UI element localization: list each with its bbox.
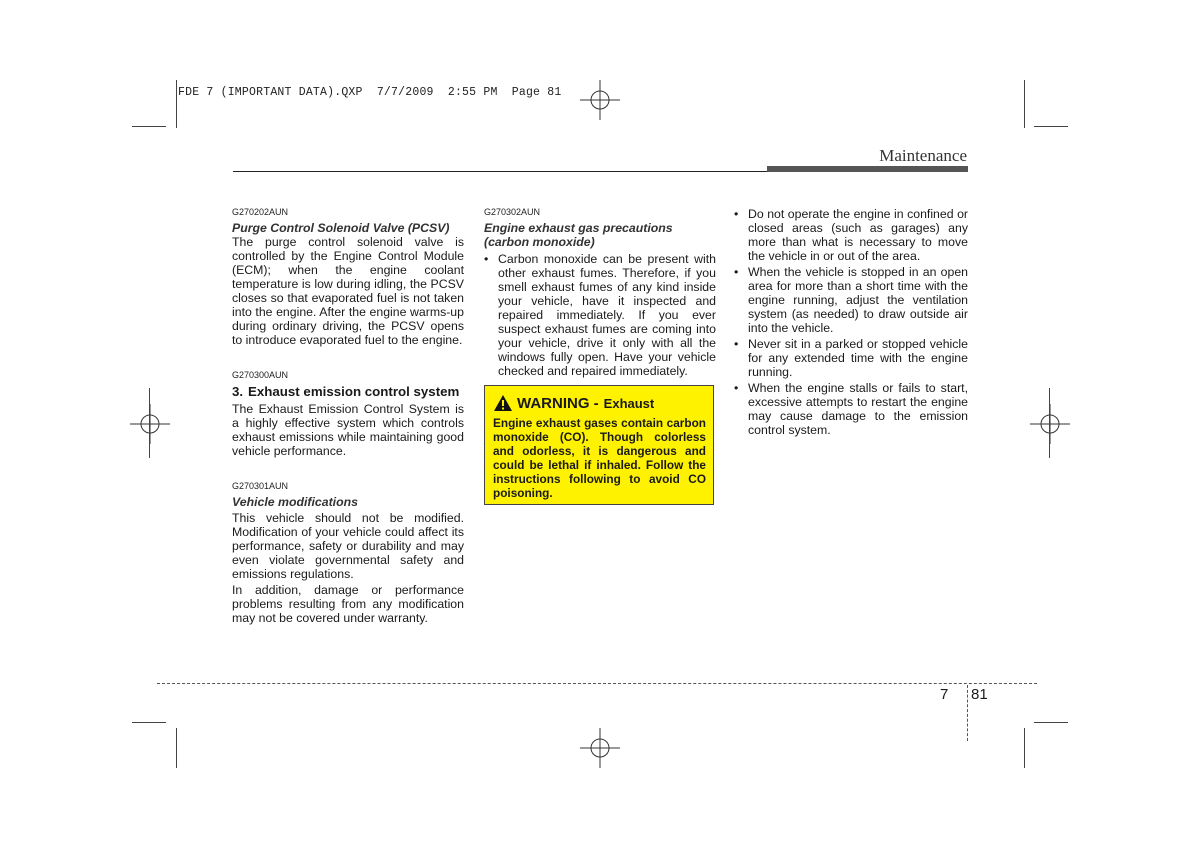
list-item-text: Do not operate the engine in confined or closed areas (such as garages) any more than what is necessary to move the vehicle in or out of the area. xyxy=(748,207,968,263)
list-item-text: When the vehicle is stopped in an open area for more than a short time with the engine running, adjust the ventilation system (as needed) to draw outside air into the vehicle. xyxy=(748,265,968,335)
list-item xyxy=(734,265,968,335)
header-rule xyxy=(233,171,767,172)
crop-mark xyxy=(149,388,150,458)
footer-divider xyxy=(967,685,968,741)
crop-mark xyxy=(1024,728,1025,768)
chapter-number: 7 xyxy=(940,686,949,703)
subheading: Vehicle modifications xyxy=(232,495,358,509)
list-item xyxy=(734,207,968,263)
warning-box xyxy=(484,385,714,505)
list-item xyxy=(734,337,968,379)
list-item-text: Carbon monoxide can be present with other exhaust fumes. Therefore, if you smell exhaust fumes of any kind inside your vehicle, have it inspected and repaired immediately. If you ever suspect exhaust fumes are coming into your vehicle, drive it only with all the windows fully open. Have your vehicle checked and repaired immediately. xyxy=(498,252,716,378)
crop-mark xyxy=(176,728,177,768)
column-3 xyxy=(734,207,968,439)
bullet-list xyxy=(484,252,716,378)
registration-mark-icon xyxy=(130,404,170,444)
numbered-heading xyxy=(232,384,464,399)
heading-text: Exhaust emission control system xyxy=(248,384,460,399)
crop-mark xyxy=(1024,80,1025,128)
warning-text: Engine exhaust gases contain carbon monoxide (CO). Though colorless and odorless, it is dangerous and could be lethal if inhaled. Follow the instructions following to avoid CO poisoning. xyxy=(493,416,706,500)
crop-mark xyxy=(176,80,177,128)
bullet-icon: • xyxy=(734,265,739,279)
paragraph: The Exhaust Emission Control System is a highly effective system which controls exhaust emissions while maintaining good vehicle performance. xyxy=(232,402,464,458)
bullet-icon: • xyxy=(734,337,739,351)
warning-triangle-icon xyxy=(493,394,513,412)
paragraph: The purge control solenoid valve is controlled by the Engine Control Module (ECM); when the engine coolant temperature is low during idling, the PCSV closes so that evaporated fuel is not taken into the engine. After the engine warms-up during ordinary driving, the PCSV opens to introduce evaporated fuel to the engine. xyxy=(232,235,464,347)
bullet-icon: • xyxy=(734,381,739,395)
warning-title xyxy=(493,394,706,412)
column-2 xyxy=(484,207,716,380)
section-code: G270302AUN xyxy=(484,207,541,217)
crop-mark xyxy=(1034,722,1068,723)
section-code: G270202AUN xyxy=(232,207,289,217)
list-item xyxy=(484,252,716,378)
subheading: Engine exhaust gas precautions (carbon monoxide) xyxy=(484,221,673,249)
column-1 xyxy=(232,207,464,625)
registration-mark-icon xyxy=(1030,404,1070,444)
warning-subject: Exhaust xyxy=(603,395,655,411)
registration-mark-icon xyxy=(580,80,620,120)
paragraph: This vehicle should not be modified. Modification of your vehicle could affect its performance, safety or durability and may even violate governmental safety and emissions regulations. xyxy=(232,511,464,581)
subheading: Purge Control Solenoid Valve (PCSV) xyxy=(232,221,450,235)
crop-mark xyxy=(1049,388,1050,458)
section-code: G270301AUN xyxy=(232,481,289,491)
bullet-list xyxy=(734,207,968,437)
section-code: G270300AUN xyxy=(232,370,289,380)
bullet-icon: • xyxy=(734,207,739,221)
list-item-text: When the engine stalls or fails to start, excessive attempts to restart the engine may cause damage to the emission control system. xyxy=(748,381,968,437)
warning-label: WARNING - xyxy=(517,394,599,412)
print-header: FDE 7 (IMPORTANT DATA).QXP 7/7/2009 2:55 PM Page 81 xyxy=(178,86,562,99)
section-title: Maintenance xyxy=(879,146,967,165)
bullet-icon: • xyxy=(484,252,489,266)
crop-mark xyxy=(132,722,166,723)
list-item xyxy=(734,381,968,437)
page-number: 81 xyxy=(971,686,988,703)
heading-number: 3. xyxy=(232,384,244,399)
paragraph: In addition, damage or performance problems resulting from any modification may not be covered under warranty. xyxy=(232,583,464,625)
crop-mark xyxy=(1034,126,1068,127)
list-item-text: Never sit in a parked or stopped vehicle for any extended time with the engine running. xyxy=(748,337,968,379)
header-rule-thick xyxy=(767,166,968,172)
crop-mark xyxy=(132,126,166,127)
footer-rule xyxy=(157,683,1037,684)
registration-mark-icon xyxy=(580,728,620,768)
